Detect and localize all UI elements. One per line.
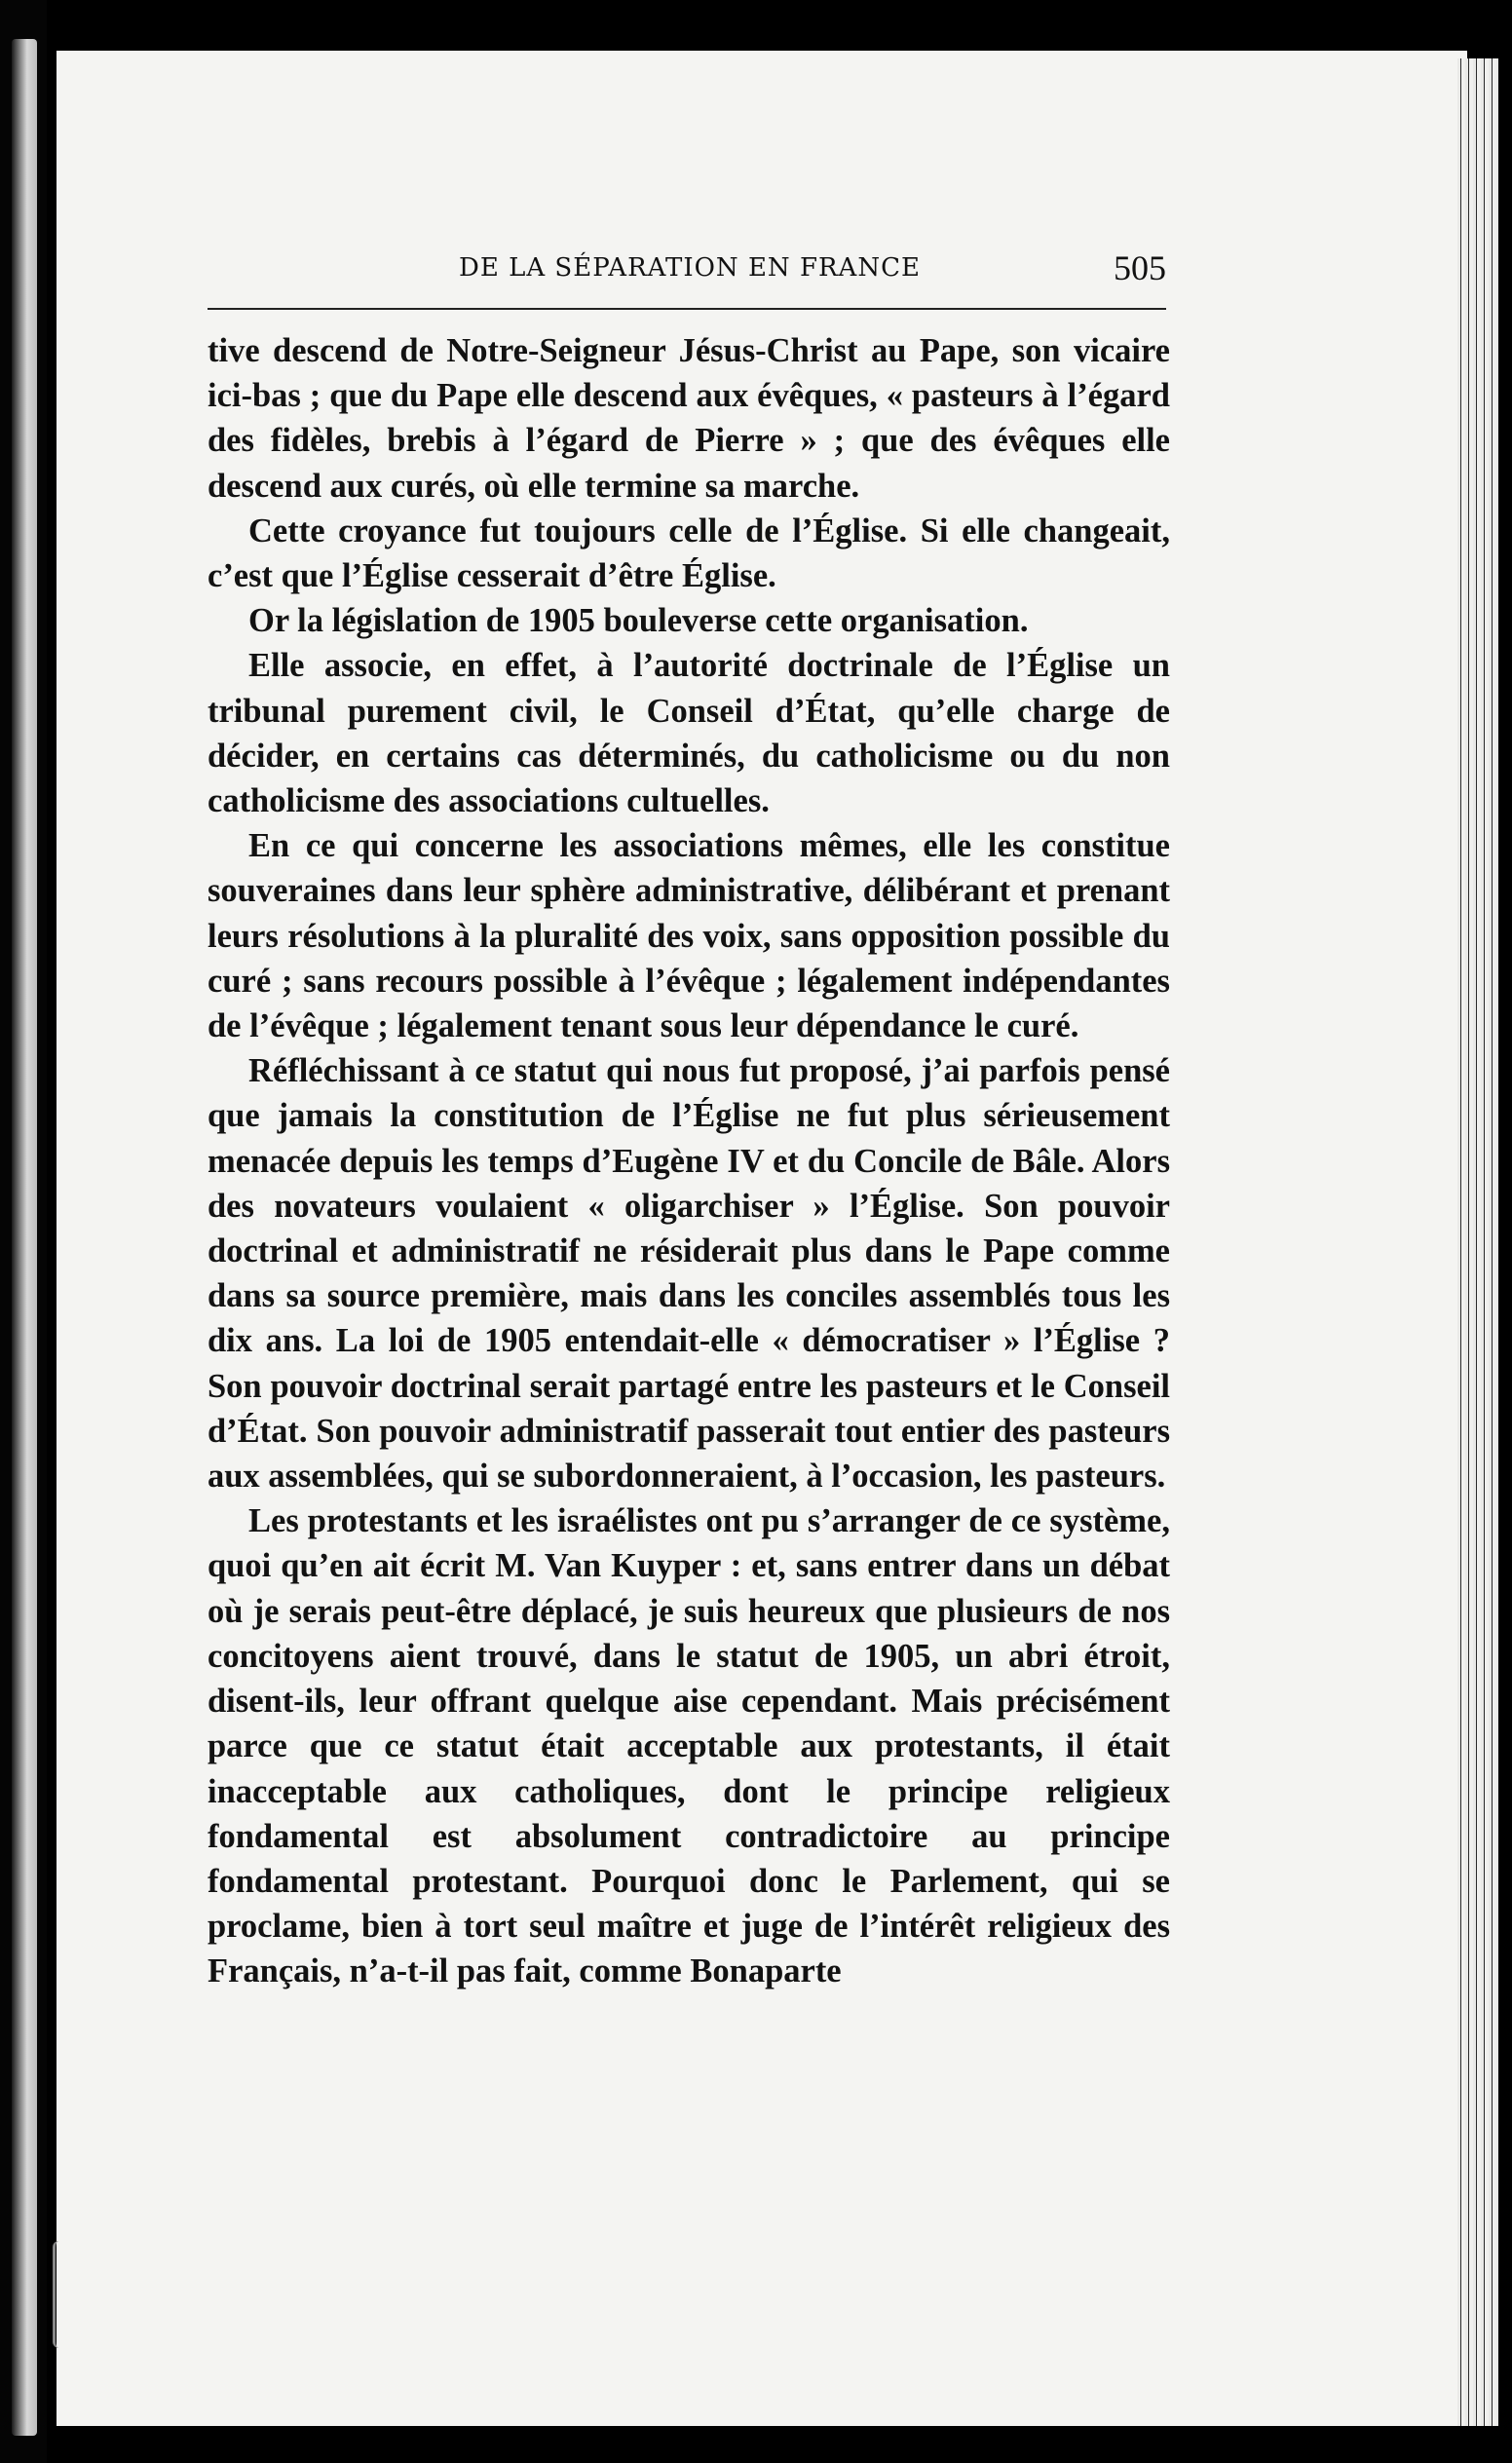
running-header (208, 244, 1180, 302)
paragraph: En ce qui concerne les associations mêmes, elle les constitue souveraines dans leur sphère administrative, délibérant et prenant leurs résolutions à la pluralité des voix, sans opposition possible du curé ; sans recours possible à l’évêque ; légalement indépendantes de l’évêque ; légalement tenant sous leur dépendance le curé. (208, 827, 1170, 1045)
paragraph: Or la législation de 1905 bouleverse cette organisation. (248, 602, 1029, 640)
running-title: DE LA SÉPARATION EN FRANCE (459, 253, 921, 283)
paragraph: Réfléchissant à ce statut qui nous fut proposé, j’ai parfois pensé que jamais la constitution de l’Église ne fut plus sérieusement menacée depuis les temps d’Eugène IV et du Concile de Bâle. Alors des novateurs voulaient « oligarchiser » l’Église. Son pouvoir doctrinal et administratif ne résiderait plus dans le Pape comme dans sa source première, mais dans les conciles assemblés tous les dix ans. La loi de 1905 entendait-elle « démocratiser » l’Église ? Son pouvoir doctrinal serait partagé entre les pasteurs et le Conseil d’État. Son pouvoir administratif passerait tout entier des pasteurs aux assemblées, qui se subordonneraient, à l’occasion, les pasteurs. (208, 1052, 1170, 1496)
page-number: 505 (1114, 248, 1166, 287)
facing-page-edge (12, 39, 37, 2436)
body-text (208, 328, 1170, 1994)
binding-mark (53, 2241, 65, 2348)
paragraph-continued: tive descend de Notre-Seigneur Jésus-Christ au Pape, son vicaire ici-bas ; que du Pape elle descend aux évêques, « pasteurs à l’égard des fidèles, brebis à l’égard de Pierre » ; que des évêques elle descend aux curés, où elle termine sa marche. (208, 332, 1170, 505)
paragraph: Elle associe, en effet, à l’autorité doctrinale de l’Église un tribunal purement civil, le Conseil d’État, qu’elle charge de décider, en certains cas déterminés, du catholicisme ou du non catholicisme des associations cultuelles. (208, 647, 1170, 820)
paragraph: Les protestants et les israélistes ont pu s’arranger de ce système, quoi qu’en ait écrit M. Van Kuyper : et, sans entrer dans un débat où je serais peut-être déplacé, je suis heureux que plusieurs de nos concitoyens aient trouvé, dans le statut de 1905, un abri étroit, disent-ils, leur offrant quelque aise cependant. Mais précisément parce que ce statut était acceptable aux protestants, il était inacceptable aux catholiques, dont le principe religieux fondamental est absolument contradictoire au principe fondamental protestant. Pourquoi donc le Parlement, qui se proclame, bien à tort seul maître et juge de l’intérêt religieux des Français, n’a-t-il pas fait, comme Bonaparte (208, 1502, 1170, 1990)
stacked-page-edges (1457, 58, 1498, 2426)
paragraph: Cette croyance fut toujours celle de l’Église. Si elle changeait, c’est que l’Église cesserait d’être Église. (208, 512, 1170, 595)
header-rule (208, 308, 1166, 310)
